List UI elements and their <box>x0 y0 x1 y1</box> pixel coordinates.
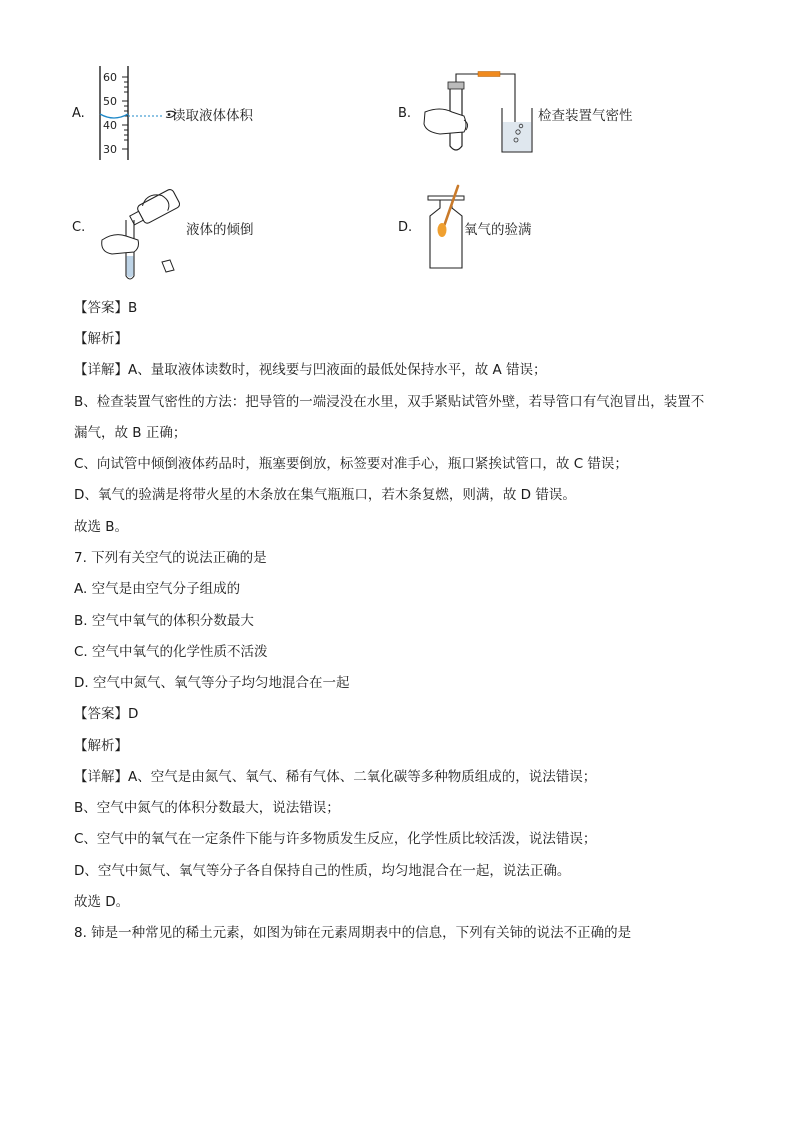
option-a-label: A. <box>72 106 85 121</box>
q7-option-d: D. 空气中氮气、氧气等分子均匀地混合在一起 <box>74 675 350 691</box>
cylinder-tick-40: 40 <box>103 119 117 132</box>
option-a-caption: 读取液体体积 <box>172 108 253 124</box>
q6-detail-c: C、向试管中倾倒液体药品时，瓶塞要倒放，标签要对准手心，瓶口紧挨试管口，故 C 错误； <box>74 456 628 472</box>
liquid-pouring-figure <box>96 180 188 285</box>
q7-analysis-heading: 【解析】 <box>74 738 128 754</box>
q6-conclusion: 故选 B。 <box>74 519 129 535</box>
q8-question: 8. 铈是一种常见的稀土元素，如图为铈在元素周期表中的信息，下列有关铈的说法不正确的是 <box>74 925 632 941</box>
q6-answer: 【答案】B <box>74 300 138 316</box>
q7-detail-d: D、空气中氮气、氧气等分子各自保持自己的性质，均匀地混合在一起，说法正确。 <box>74 863 571 879</box>
airtightness-apparatus-figure <box>420 68 545 158</box>
q6-detail-b-line2: 漏气，故 B 正确； <box>74 425 187 441</box>
q7-option-c: C. 空气中氧气的化学性质不活泼 <box>74 644 268 660</box>
q7-detail-c: C、空气中的氧气在一定条件下能与许多物质发生反应，化学性质比较活泼，说法错误； <box>74 831 597 847</box>
cylinder-tick-30: 30 <box>103 143 117 156</box>
q7-detail-b: B、空气中氮气的体积分数最大，说法错误； <box>74 800 340 816</box>
q6-analysis-heading: 【解析】 <box>74 331 128 347</box>
oxygen-test-figure <box>422 182 470 272</box>
cylinder-tick-50: 50 <box>103 95 117 108</box>
option-b-label: B. <box>398 106 412 121</box>
option-c-caption: 液体的倾倒 <box>186 222 254 238</box>
option-c-label: C. <box>72 220 86 235</box>
q6-detail-b-line1: B、检查装置气密性的方法：把导管的一端浸没在水里，双手紧贴试管外壁，若导管口有气泡冒出，装置不 <box>74 394 705 410</box>
q7-detail-a: 【详解】A、空气是由氮气、氧气、稀有气体、二氧化碳等多种物质组成的，说法错误； <box>74 769 597 785</box>
q7-conclusion: 故选 D。 <box>74 894 130 910</box>
q7-option-b: B. 空气中氧气的体积分数最大 <box>74 613 254 629</box>
graduated-cylinder-figure <box>96 64 178 162</box>
q7-answer: 【答案】D <box>74 706 139 722</box>
option-d-label: D. <box>398 220 413 235</box>
cylinder-tick-60: 60 <box>103 71 117 84</box>
q7-question: 7. 下列有关空气的说法正确的是 <box>74 550 267 566</box>
q6-detail-d: D、氧气的验满是将带火星的木条放在集气瓶瓶口，若木条复燃，则满，故 D 错误。 <box>74 487 576 503</box>
option-d-caption: 氧气的验满 <box>464 222 532 238</box>
q6-detail-a: 【详解】A、量取液体读数时，视线要与凹液面的最低处保持水平，故 A 错误； <box>74 362 547 378</box>
q7-option-a: A. 空气是由空气分子组成的 <box>74 581 241 597</box>
option-b-caption: 检查装置气密性 <box>538 108 633 124</box>
